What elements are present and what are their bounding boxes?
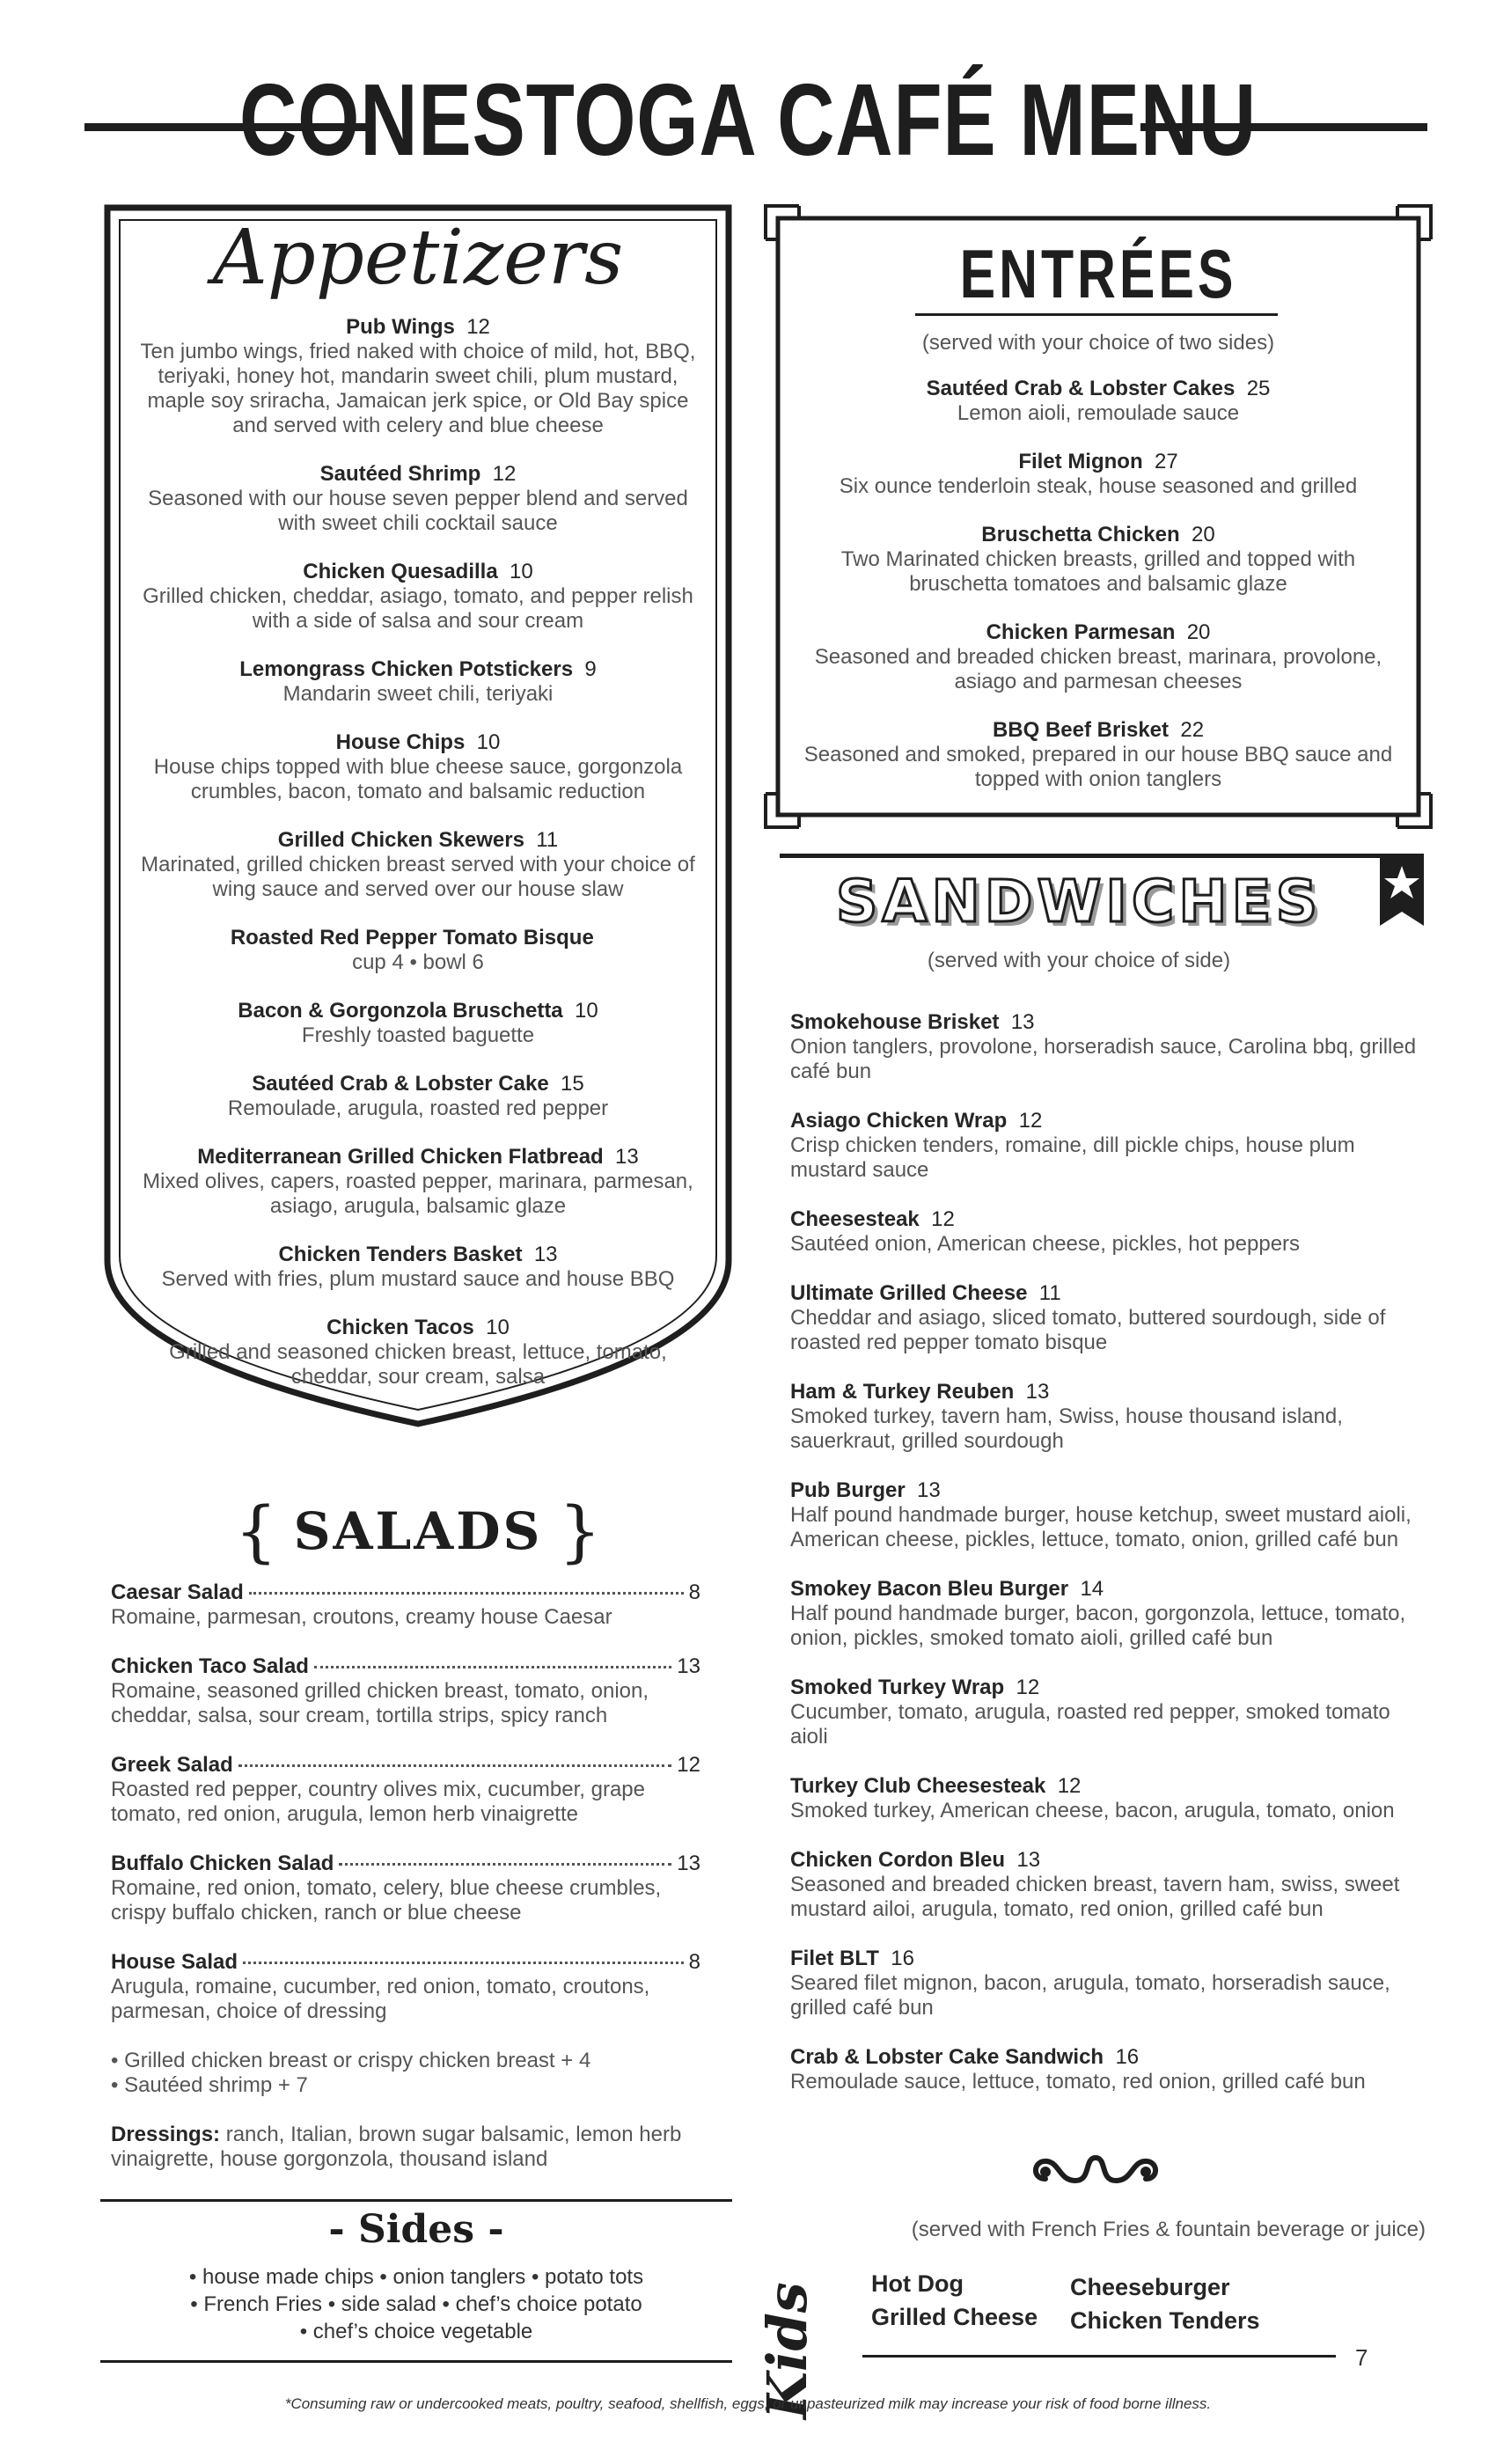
item-name: Pub Burger [790,1478,906,1502]
item-name: Chicken Parmesan [986,620,1176,644]
item-name: Ultimate Grilled Cheese [790,1281,1028,1305]
menu-item [790,1109,1424,1183]
dot-leader [243,1962,684,1964]
item-description: Cucumber, tomato, arugula, roasted red pepper, smoked tomato aioli [790,1700,1390,1749]
item-name: Chicken Cordon Bleu [790,1848,1006,1872]
item-name-line [790,1380,1424,1404]
item-name: Roasted Red Pepper Tomato Bisque [230,926,594,950]
entrees-subtitle: (served with your choice of two sides) [921,331,1275,355]
menu-item [792,450,1404,499]
menu-item [132,560,704,634]
item-price: 12 [1016,1676,1040,1699]
item-price: 8 [688,1580,700,1604]
item-description: Romaine, red onion, tomato, celery, blue cheese crumbles, crispy buffalo chicken, ranch or blue cheese [111,1876,662,1925]
menu-item [132,315,704,438]
menu-item [792,620,1404,694]
salad-name-row [111,1852,700,1876]
appetizers-list [132,315,704,1413]
item-description: Arugula, romaine, cucumber, red onion, tomato, croutons, parmesan, choice of dressing [111,1975,650,2023]
item-price: 13 [533,1243,558,1266]
item-name-line [790,1774,1424,1799]
menu-item [132,1316,704,1390]
item-name: Lemongrass Chicken Potstickers [239,657,574,681]
item-name-line [792,523,1404,547]
dot-leader [238,1764,672,1767]
dot-leader [249,1592,684,1595]
item-price: 20 [1186,620,1211,644]
menu-item [790,1848,1424,1922]
menu-item [132,730,704,804]
sides-list [100,2263,732,2345]
kids-item: Cheeseburger [1070,2274,1230,2300]
item-description: Six ounce tenderloin steak, house seasoned and grilled [839,474,1358,498]
kids-heading: Kids [755,2282,819,2419]
item-description: Remoulade, arugula, roasted red pepper [227,1096,609,1120]
item-name-line [132,1145,704,1170]
menu-item [132,1072,704,1121]
item-price: 10 [486,1316,510,1339]
item-price: 11 [1038,1281,1061,1305]
item-name: Sautéed Crab & Lobster Cakes [926,377,1236,400]
page-number: 7 [1355,2344,1368,2371]
dressings-label: Dressings: [111,2123,221,2146]
item-name-line [790,1676,1424,1700]
item-price: 13 [615,1145,639,1169]
item-price: 10 [575,999,598,1023]
item-name: Cheesesteak [790,1207,920,1231]
salad-name-row [111,1753,700,1778]
dressings-note [111,2123,700,2172]
menu-item [132,657,704,707]
kids-item: Chicken Tenders [1070,2307,1260,2334]
menu-title: CONESTOGA CAFÉ MENU [239,62,1257,177]
menu-item [792,377,1404,426]
item-price: 12 [677,1753,700,1777]
menu-item [132,462,704,536]
item-price: 13 [677,1654,700,1678]
item-price: 10 [476,730,501,754]
sides-line: • house made chips • onion tanglers • potato tots [188,2265,644,2289]
menu-item [132,828,704,902]
add-on-item: • Sautéed shrimp + 7 [111,2073,308,2097]
item-name-line [132,315,704,340]
appetizers-heading: Appetizers [212,214,624,302]
salad-item [111,1950,700,2024]
item-name-line [790,1281,1424,1306]
salad-item [111,1852,700,1925]
menu-item [790,1577,1424,1651]
sides-line: • chef’s choice vegetable [299,2320,533,2343]
menu-item [790,2045,1424,2094]
item-name: Mediterranean Grilled Chicken Flatbread [197,1145,604,1169]
item-name-line [790,1577,1424,1602]
item-price: 14 [1080,1577,1104,1601]
item-price: 13 [1016,1848,1041,1872]
item-name: Sautéed Crab & Lobster Cake [252,1072,549,1096]
sides-top-rule [100,2199,732,2202]
salads-heading-text: SALADS [293,1501,543,1561]
kids-rule [862,2355,1336,2358]
item-name-line [132,1243,704,1267]
item-price: 11 [536,828,559,852]
item-description: Smoked turkey, tavern ham, Swiss, house thousand island, sauerkraut, grilled sourdough [790,1404,1343,1453]
salads-brace-close: } [558,1492,602,1570]
item-description: Sautéed onion, American cheese, pickles, hot peppers [790,1232,1301,1256]
item-description: Crisp chicken tenders, romaine, dill pickle chips, house plum mustard sauce [790,1133,1355,1182]
item-price: 13 [1010,1010,1035,1034]
kids-subtitle: (served with French Fries & fountain beverage or juice) [911,2218,1426,2241]
item-price: 22 [1180,718,1205,742]
kids-item: Hot Dog [871,2270,964,2297]
item-name-line [132,560,704,584]
item-description: Onion tanglers, provolone, horseradish sauce, Carolina bbq, grilled café bun [790,1035,1417,1083]
item-name: Buffalo Chicken Salad [111,1852,334,1875]
item-name-line [132,926,704,950]
item-price: 16 [891,1947,914,1970]
dot-leader [314,1666,671,1668]
item-name-line [132,657,704,682]
item-description: Marinated, grilled chicken breast served with your choice of wing sauce and served over our house slaw [141,853,695,901]
sides-line: • French Fries • side salad • chef’s choice potato [190,2292,642,2316]
salads-heading [104,1492,732,1570]
item-name: Chicken Tenders Basket [278,1243,523,1266]
item-description: Romaine, seasoned grilled chicken breast, tomato, onion, cheddar, salsa, sour cream, tortilla strips, spicy ranch [111,1679,649,1727]
menu-item [132,1145,704,1219]
item-name: Smokehouse Brisket [790,1010,1000,1034]
menu-item [790,1380,1424,1454]
item-name: House Chips [335,730,466,754]
entrees-underline [915,313,1278,316]
item-description: Cheddar and asiago, sliced tomato, buttered sourdough, side of roasted red pepper tomato bisque [790,1306,1386,1354]
item-description: Freshly toasted baguette [301,1023,535,1047]
item-name-line [790,2045,1424,2070]
item-name: Bruschetta Chicken [981,523,1180,546]
item-price: 10 [510,560,533,583]
salad-name-row [111,1580,700,1605]
item-description: House chips topped with blue cheese sauce, gorgonzola crumbles, bacon, tomato and balsamic reduction [153,755,683,803]
item-description: Served with fries, plum mustard sauce and house BBQ [161,1267,675,1291]
item-price: 27 [1154,450,1178,473]
item-description: Two Marinated chicken breasts, grilled and topped with bruschetta tomatoes and balsamic glaze [840,547,1356,596]
item-description: Half pound handmade burger, house ketchup, sweet mustard aioli, American cheese, pickles, lettuce, tomato, onion, grilled café bun [790,1503,1412,1551]
item-description: Seasoned and breaded chicken breast, tavern ham, swiss, sweet mustard ailoi, arugula, tomato, red onion, grilled café bun [790,1873,1400,1921]
item-name-line [790,1010,1424,1035]
salad-item [111,1753,700,1827]
item-description: Romaine, parmesan, croutons, creamy house Caesar [111,1605,612,1629]
salads-brace-open: { [234,1492,278,1570]
item-name-line [132,462,704,487]
salad-item [111,1580,700,1630]
menu-item [790,1947,1424,2020]
menu-item [132,1243,704,1292]
sandwiches-rule [780,854,1396,858]
item-price: 9 [584,657,597,681]
item-price: 12 [466,315,490,339]
item-name-line [792,377,1404,401]
entrees-heading: ENTRÉES [959,235,1237,312]
item-price: 13 [677,1852,700,1875]
item-description: Seasoned and breaded chicken breast, marinara, provolone, asiago and parmesan cheeses [814,645,1382,693]
item-description: Lemon aioli, remoulade sauce [957,401,1240,425]
item-name: House Salad [111,1950,238,1974]
item-name-line [790,1109,1424,1133]
menu-item [790,1281,1424,1355]
item-price: 12 [492,462,517,486]
item-description: Half pound handmade burger, bacon, gorgonzola, lettuce, tomato, onion, pickles, smoked tomato aioli, grilled café bun [790,1602,1406,1650]
sandwiches-subtitle: (served with your choice of side) [927,949,1231,972]
salad-name-row [111,1654,700,1679]
menu-item [132,926,704,975]
item-name-line [132,828,704,853]
item-name: BBQ Beef Brisket [992,718,1169,742]
item-price: 12 [1018,1109,1043,1133]
menu-item [790,1010,1424,1084]
item-name-line [792,620,1404,645]
item-description: Roasted red pepper, country olives mix, cucumber, grape tomato, red onion, arugula, lemon herb vinaigrette [111,1778,645,1826]
item-description: Smoked turkey, American cheese, bacon, arugula, tomato, onion [790,1799,1395,1822]
item-price: 13 [1025,1380,1050,1404]
item-name: Turkey Club Cheesesteak [790,1774,1046,1798]
item-description: Ten jumbo wings, fried naked with choice of mild, hot, BBQ, teriyaki, honey hot, mandarin sweet chili, plum mustard, maple soy sriracha, Jamaican jerk spice, or Old Bay spice and served with celery and blue cheese [140,340,696,437]
sides-heading: - Sides - [328,2207,504,2252]
item-name: Smoked Turkey Wrap [790,1676,1005,1699]
item-price: 13 [917,1478,941,1502]
item-name: Chicken Taco Salad [111,1654,309,1678]
star-flag-icon [1380,854,1424,926]
entrees-list [792,377,1404,816]
item-name-line [132,730,704,755]
salad-name-row [111,1950,700,1975]
menu-item [790,1207,1424,1257]
item-name-line [790,1207,1424,1232]
item-price: 15 [561,1072,584,1096]
item-name: Ham & Turkey Reuben [790,1380,1015,1404]
dressings-text: ranch, Italian, brown sugar balsamic, lemon herb vinaigrette, house gorgonzola, thousand island [111,2123,682,2171]
kids-item: Grilled Cheese [871,2304,1038,2330]
item-name-line [790,1848,1424,1873]
item-name: Filet Mignon [1018,450,1143,473]
item-name: Sautéed Shrimp [319,462,481,486]
item-price: 12 [1057,1774,1082,1798]
item-name: Caesar Salad [111,1580,244,1604]
item-name-line [132,1072,704,1096]
item-price: 25 [1246,377,1271,400]
item-description: Remoulade sauce, lettuce, tomato, red onion, grilled café bun [790,2070,1366,2094]
item-name: Grilled Chicken Skewers [277,828,524,852]
item-name: Filet BLT [790,1947,879,1970]
item-description: Mixed olives, capers, roasted pepper, marinara, parmesan, asiago, arugula, balsamic glaze [143,1170,693,1218]
menu-item [792,523,1404,597]
item-name-line [132,999,704,1023]
item-price: 16 [1115,2045,1140,2069]
item-description: cup 4 • bowl 6 [352,950,484,974]
sandwiches-list [790,1010,1424,2119]
menu-item [790,1774,1424,1823]
item-name: Bacon & Gorgonzola Bruschetta [238,999,563,1023]
item-description: Grilled and seasoned chicken breast, lettuce, tomato, cheddar, sour cream, salsa [169,1340,667,1389]
item-name-line [790,1947,1424,1971]
item-name: Pub Wings [346,315,455,339]
item-name: Greek Salad [111,1753,233,1777]
sandwiches-heading: SANDWICHES [835,868,1323,935]
kids-column-1 [871,2267,1038,2334]
item-price: 8 [688,1950,700,1974]
item-price: 12 [931,1207,955,1231]
menu-item [792,718,1404,792]
item-name-line [790,1478,1424,1503]
item-name: Chicken Tacos [326,1316,474,1339]
salad-add-ons [111,2049,700,2098]
item-description: Seasoned with our house seven pepper blend and served with sweet chili cocktail sauce [148,487,688,535]
scroll-ornament-icon [1030,2152,1162,2193]
dot-leader [339,1863,671,1866]
salad-item [111,1654,700,1728]
item-name-line [792,450,1404,474]
menu-item [790,1478,1424,1552]
item-description: Grilled chicken, cheddar, asiago, tomato, and pepper relish with a side of salsa and sour cream [143,584,693,633]
item-description: Seasoned and smoked, prepared in our house BBQ sauce and topped with onion tanglers [803,743,1393,791]
item-description: Mandarin sweet chili, teriyaki [282,682,554,706]
item-price: 20 [1192,523,1215,546]
add-on-item: • Grilled chicken breast or crispy chicken breast + 4 [111,2049,591,2072]
item-name: Asiago Chicken Wrap [790,1109,1008,1133]
item-name-line [792,718,1404,743]
item-name: Chicken Quesadilla [303,560,498,583]
item-name: Crab & Lobster Cake Sandwich [790,2045,1104,2069]
food-safety-disclaimer: *Consuming raw or undercooked meats, poultry, seafood, shellfish, eggs, or unpasteurized milk may increase your risk of food borne illness. [284,2395,1212,2412]
item-name-line [132,1316,704,1340]
kids-column-2 [1070,2270,1260,2337]
menu-item [790,1676,1424,1749]
menu-item [132,999,704,1048]
salads-list [111,1580,700,2172]
sides-bottom-rule [100,2360,732,2363]
item-name: Smokey Bacon Bleu Burger [790,1577,1069,1601]
item-description: Seared filet mignon, bacon, arugula, tomato, horseradish sauce, grilled café bun [790,1971,1390,2020]
